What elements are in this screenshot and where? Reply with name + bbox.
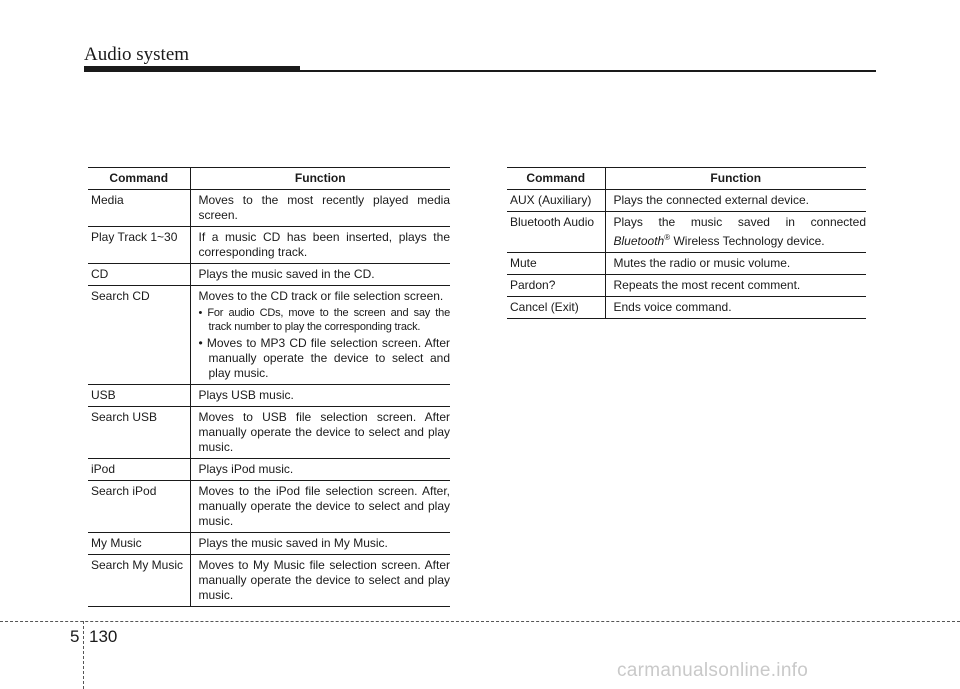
- footer-dashed-rule: [0, 621, 960, 622]
- command-cell: Mute: [507, 253, 605, 275]
- command-cell: iPod: [88, 459, 190, 481]
- column-header-command: Command: [507, 168, 605, 190]
- function-cell: Moves to USB file selection screen. After manually operate the device to select and play music.: [190, 407, 450, 459]
- function-bullet: • For audio CDs, move to the screen and say the track number to play the corresponding track.: [198, 307, 450, 333]
- column-header-function: Function: [605, 168, 866, 190]
- function-text-cont: Wireless Technology device.: [670, 234, 825, 248]
- function-cell: Plays iPod music.: [190, 459, 450, 481]
- function-cell: Moves to the most recently played media screen.: [190, 190, 450, 227]
- table-row: [88, 481, 450, 533]
- function-cell: Repeats the most recent comment.: [605, 275, 866, 297]
- voice-command-table-left: [88, 167, 450, 607]
- table-row: [88, 264, 450, 286]
- page-header-title: Audio system: [84, 44, 190, 65]
- footer-dashed-divider: [83, 621, 84, 689]
- function-bullet: • Moves to MP3 CD file selection screen. After manually operate the device to select and play music.: [198, 336, 450, 380]
- registered-mark: ®: [664, 233, 671, 242]
- header-rule-thick: [84, 66, 300, 72]
- table-row: [507, 297, 866, 319]
- function-text: Plays the music saved in connected: [613, 215, 866, 229]
- table-row: [88, 286, 450, 385]
- command-cell: AUX (Auxiliary): [507, 190, 605, 212]
- command-cell: Cancel (Exit): [507, 297, 605, 319]
- command-cell: USB: [88, 385, 190, 407]
- table-row: [88, 227, 450, 264]
- table-row: [507, 275, 866, 297]
- table-row: [88, 555, 450, 607]
- function-text: Moves to the CD track or file selection screen.: [198, 289, 444, 303]
- command-cell: Search USB: [88, 407, 190, 459]
- table-row: [88, 407, 450, 459]
- function-cell: Plays the music saved in the CD.: [190, 264, 450, 286]
- function-cell: Plays USB music.: [190, 385, 450, 407]
- table-row: [88, 533, 450, 555]
- function-cell: [190, 286, 450, 385]
- function-cell: Plays the connected external device.: [605, 190, 866, 212]
- command-cell: Play Track 1~30: [88, 227, 190, 264]
- function-cell: Moves to My Music file selection screen. After manually operate the device to select and play music.: [190, 555, 450, 607]
- command-cell: CD: [88, 264, 190, 286]
- command-cell: My Music: [88, 533, 190, 555]
- watermark-text: carmanualsonline.info: [617, 660, 809, 681]
- command-cell: Search iPod: [88, 481, 190, 533]
- column-header-command: Command: [88, 168, 190, 190]
- table-row: [507, 212, 866, 253]
- bluetooth-brand-text: Bluetooth: [613, 234, 665, 248]
- command-cell: Search My Music: [88, 555, 190, 607]
- function-cell: Plays the music saved in My Music.: [190, 533, 450, 555]
- function-cell: If a music CD has been inserted, plays the corresponding track.: [190, 227, 450, 264]
- table-row: [88, 459, 450, 481]
- function-cell: Mutes the radio or music volume.: [605, 253, 866, 275]
- voice-command-table-right: [507, 167, 866, 319]
- table-row: [88, 190, 450, 227]
- command-cell: Pardon?: [507, 275, 605, 297]
- page-number: 130: [89, 627, 118, 646]
- header-rule-thin: [300, 70, 876, 72]
- table-row: [88, 385, 450, 407]
- function-text-line2: [614, 230, 867, 249]
- table-row: [507, 190, 866, 212]
- command-cell: Media: [88, 190, 190, 227]
- chapter-number: 5: [70, 627, 80, 646]
- command-cell: Bluetooth Audio: [507, 212, 605, 253]
- command-cell: Search CD: [88, 286, 190, 385]
- table-row: [507, 253, 866, 275]
- table-header-row: [88, 168, 450, 190]
- function-cell: Ends voice command.: [605, 297, 866, 319]
- column-header-function: Function: [190, 168, 450, 190]
- function-cell: [605, 212, 866, 253]
- function-cell: Moves to the iPod file selection screen. After, manually operate the device to select and play music.: [190, 481, 450, 533]
- table-header-row: [507, 168, 866, 190]
